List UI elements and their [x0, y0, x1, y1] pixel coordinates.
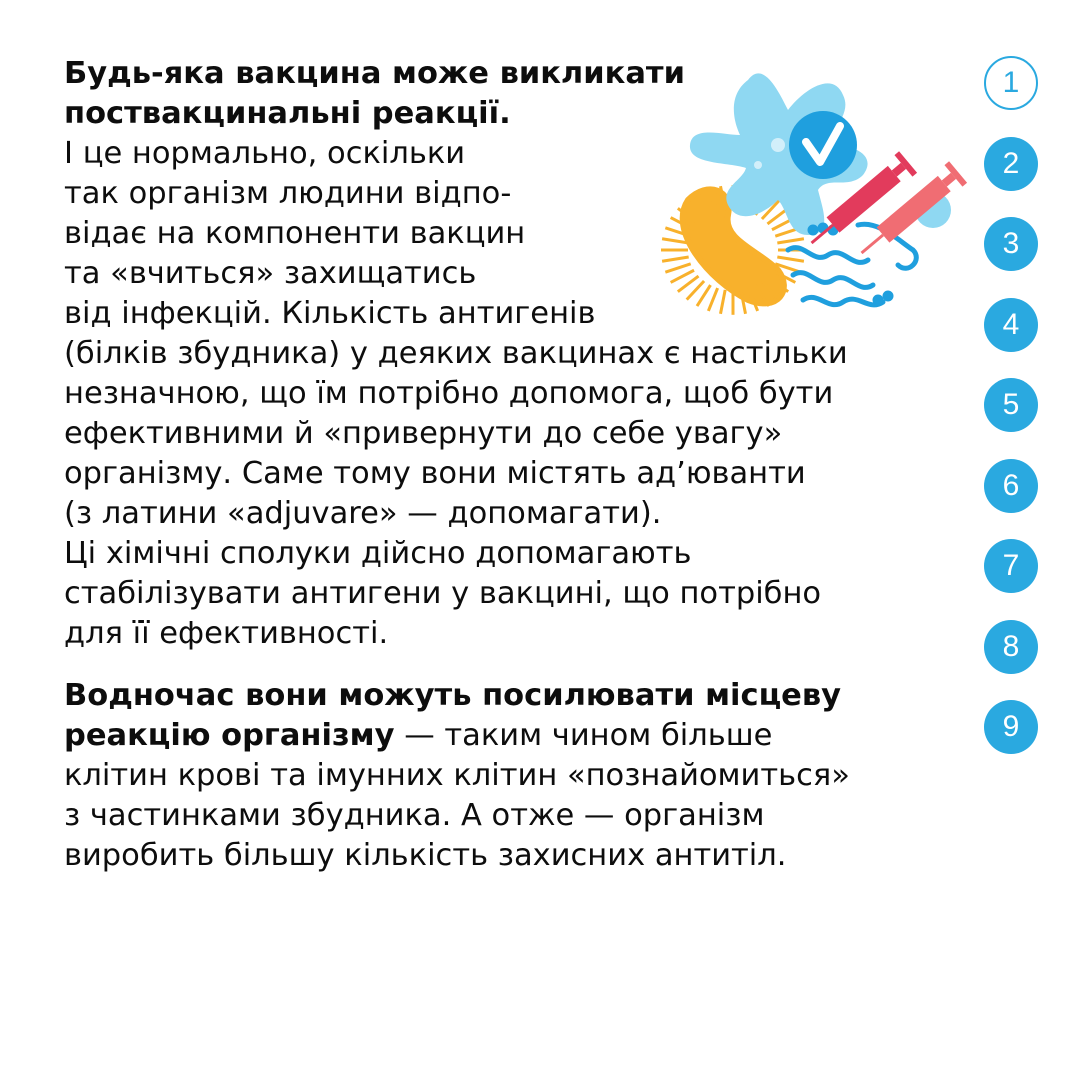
- step-7-button[interactable]: 7: [984, 539, 1038, 593]
- headline-line-1: Будь-яка вакцина може викликати: [64, 56, 685, 91]
- checkmark-icon: [789, 111, 857, 179]
- virus-spike: [777, 239, 804, 243]
- step-1-button[interactable]: 1: [984, 56, 1038, 110]
- body-line: клітин крові та імунних клітин «познайомиться»: [64, 758, 850, 793]
- vaccine-illustration: [628, 50, 968, 320]
- body-line: незначною, що їм потрібно допомога, щоб бути: [64, 376, 834, 411]
- body-line: від інфекцій. Кількість антигенів: [64, 296, 596, 331]
- body-line: так організм людини відпо-: [64, 176, 512, 211]
- step-6-button[interactable]: 6: [984, 459, 1038, 513]
- paragraph-gap: [64, 654, 964, 676]
- second-headline-line-2: [64, 716, 964, 756]
- body-line: відає на компоненти вакцин: [64, 216, 526, 251]
- virus-spike: [708, 288, 717, 311]
- body-line: І це нормально, оскільки: [64, 136, 466, 171]
- step-5-button[interactable]: 5: [984, 378, 1038, 432]
- body-line: (з латини «adjuvare» — допомагати).: [64, 496, 662, 531]
- virus-spike: [662, 257, 689, 261]
- body-line: з частинками збудника. А отже — організм: [64, 798, 765, 833]
- body-line: (білків збудника) у деяких вакцинах є настільки: [64, 336, 848, 371]
- step-4-button[interactable]: 4: [984, 298, 1038, 352]
- body-line: та «вчиться» захищатись: [64, 256, 477, 291]
- bacteria-icon: [788, 224, 916, 305]
- second-headline-bold: реакцію організму: [64, 718, 395, 753]
- second-headline-rest: — таким чином більше: [394, 718, 773, 753]
- virus-spike: [777, 257, 804, 261]
- body-line: виробить більшу кількість захисних антитіл.: [64, 838, 787, 873]
- body-line: для її ефективності.: [64, 616, 389, 651]
- body-line: стабілізувати антигени у вакцині, що потрібно: [64, 576, 822, 611]
- step-8-button[interactable]: 8: [984, 620, 1038, 674]
- step-2-button[interactable]: 2: [984, 137, 1038, 191]
- step-indicator: [984, 56, 1040, 781]
- body-line: організму. Саме тому вони містять ад’юванти: [64, 456, 806, 491]
- second-headline-line-1: Водночас вони можуть посилювати місцеву: [64, 678, 842, 713]
- virus-spike: [720, 290, 725, 314]
- virus-spike: [665, 264, 690, 272]
- body-line: ефективними й «привернути до себе увагу»: [64, 416, 783, 451]
- headline-line-2: поствакцинальні реакції.: [64, 96, 511, 131]
- body-line: Ці хімічні сполуки дійсно допомагають: [64, 536, 692, 571]
- step-9-button[interactable]: 9: [984, 700, 1038, 754]
- step-3-button[interactable]: 3: [984, 217, 1038, 271]
